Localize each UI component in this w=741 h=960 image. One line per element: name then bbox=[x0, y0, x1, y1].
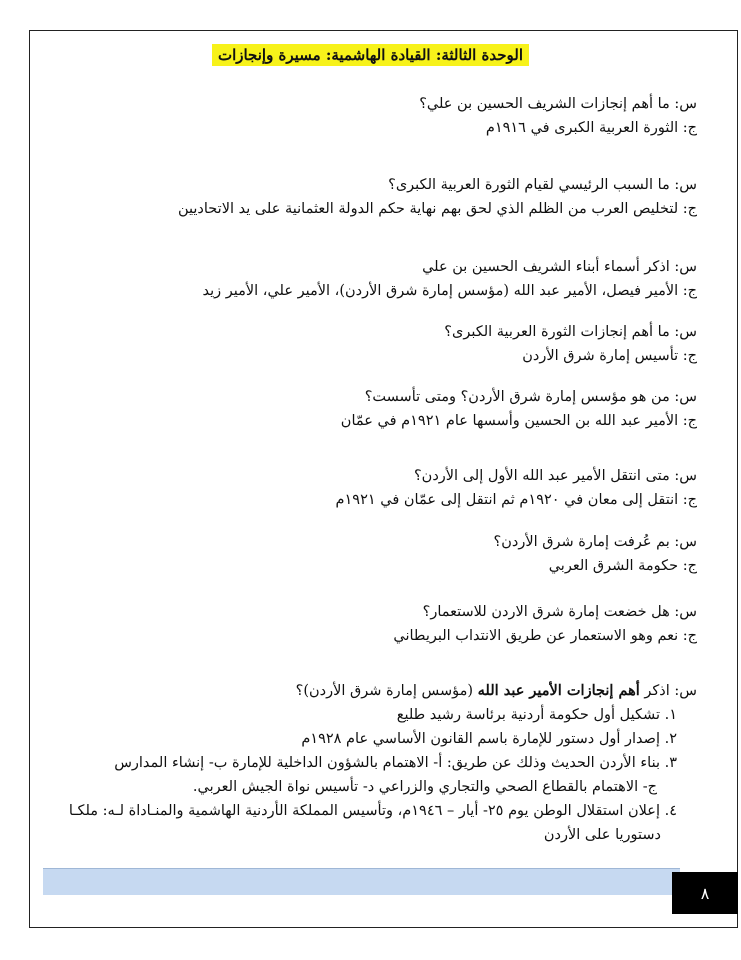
unit-title: الوحدة الثالثة: القيادة الهاشمية: مسيرة وإنجازات bbox=[212, 44, 529, 66]
answer: ج: انتقل إلى معان في ١٩٢٠م ثم انتقل إلى عمّان في ١٩٢١م bbox=[335, 492, 697, 508]
answer: ج: نعم وهو الاستعمار عن طريق الانتداب البريطاني bbox=[393, 628, 697, 644]
list-item: ٤. إعلان استقلال الوطن يوم ٢٥- أيار – ١٩٤٦م، وتأسيس المملكة الأردنية الهاشمية والمنـاداة لـه: ملكـا bbox=[68, 803, 677, 819]
achievements-block bbox=[44, 679, 697, 847]
list-item: ٣. بناء الأردن الحديث وذلك عن طريق: أ- الاهتمام بالشؤون الداخلية للإمارة ب- إنشاء المدارس bbox=[114, 755, 677, 771]
qa-block bbox=[44, 255, 697, 303]
list-item: ج- الاهتمام بالقطاع الصحي والتجاري والزراعي د- تأسيس نواة الجيش العربي. bbox=[192, 779, 657, 795]
qa-block bbox=[44, 464, 697, 512]
question: س: اذكر أسماء أبناء الشريف الحسين بن علي bbox=[422, 259, 697, 275]
question: س: هل خضعت إمارة شرق الاردن للاستعمار؟ bbox=[422, 604, 697, 620]
list-item: دستوريا على الأردن bbox=[543, 827, 661, 843]
page-number: ٨ bbox=[672, 872, 738, 914]
qa-block bbox=[44, 530, 697, 578]
answer: ج: الثورة العربية الكبرى في ١٩١٦م bbox=[485, 120, 697, 136]
qa-block bbox=[44, 173, 697, 221]
list-item: ١. تشكيل أول حكومة أردنية برئاسة رشيد طليع bbox=[396, 707, 677, 723]
list-item: ٢. إصدار أول دستور للإمارة باسم القانون الأساسي عام ١٩٢٨م bbox=[301, 731, 677, 747]
question: س: من هو مؤسس إمارة شرق الأردن؟ ومتى تأسست؟ bbox=[364, 389, 697, 405]
final-question: س: اذكر أهم إنجازات الأمير عبد الله (مؤسس إمارة شرق الأردن)؟ bbox=[295, 682, 697, 699]
qa-block bbox=[44, 385, 697, 433]
question: س: بم عُرفت إمارة شرق الأردن؟ bbox=[493, 534, 697, 550]
question: س: ما السبب الرئيسي لقيام الثورة العربية الكبرى؟ bbox=[388, 177, 697, 193]
answer: ج: حكومة الشرق العربي bbox=[548, 558, 697, 574]
footer-bar bbox=[43, 868, 680, 895]
title-container bbox=[0, 44, 741, 66]
question: س: متى انتقل الأمير عبد الله الأول إلى الأردن؟ bbox=[413, 468, 697, 484]
question: س: ما أهم إنجازات الثورة العربية الكبرى؟ bbox=[444, 324, 697, 340]
answer: ج: الأمير فيصل، الأمير عبد الله (مؤسس إمارة شرق الأردن)، الأمير علي، الأمير زيد bbox=[202, 283, 697, 299]
answer: ج: الأمير عبد الله بن الحسين وأسسها عام ١٩٢١م في عمّان bbox=[340, 413, 697, 429]
answer: ج: لتخليص العرب من الظلم الذي لحق بهم نهاية حكم الدولة العثمانية على يد الاتحاديين bbox=[177, 201, 697, 217]
qa-block bbox=[44, 600, 697, 648]
answer: ج: تأسيس إمارة شرق الأردن bbox=[522, 348, 697, 364]
question: س: ما أهم إنجازات الشريف الحسين بن علي؟ bbox=[419, 96, 697, 112]
qa-block bbox=[44, 92, 697, 140]
qa-block bbox=[44, 320, 697, 368]
